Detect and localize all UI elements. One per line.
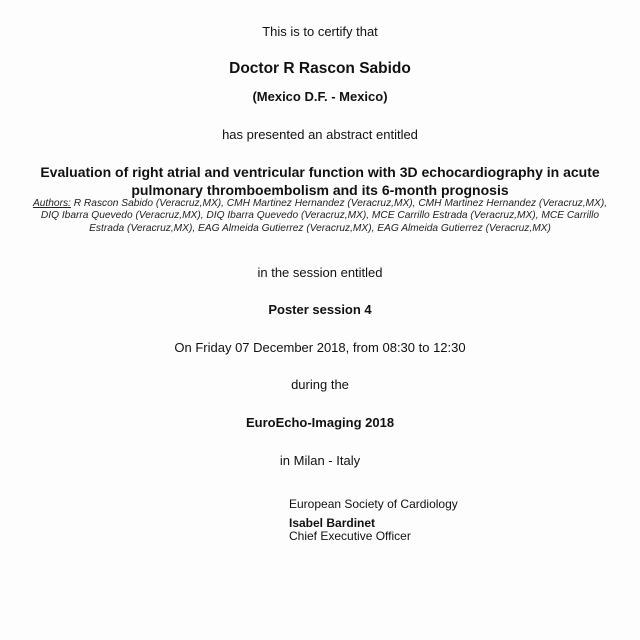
recipient-name: Doctor R Rascon Sabido xyxy=(229,60,411,77)
recipient-location: (Mexico D.F. - Mexico) xyxy=(252,89,388,104)
event-intro: during the xyxy=(291,377,349,392)
signature-name: Isabel Bardinet xyxy=(289,516,376,530)
abstract-title xyxy=(40,163,600,199)
authors-list xyxy=(30,198,610,235)
certify-intro: This is to certify that xyxy=(262,24,378,39)
abstract-title-line-1: Evaluation of right atrial and ventricular function with 3D echocardiography in acute xyxy=(40,164,600,180)
abstract-title-line-2: pulmonary thromboembolism and its 6-month prognosis xyxy=(131,182,509,198)
presented-text: has presented an abstract entitled xyxy=(222,127,418,142)
session-name: Poster session 4 xyxy=(268,302,372,317)
session-datetime: On Friday 07 December 2018, from 08:30 to 12:30 xyxy=(174,340,466,355)
authors-text: R Rascon Sabido (Veracruz,MX), CMH Martinez Hernandez (Veracruz,MX), CMH Martinez Hernandez (Veracruz,MX), DIQ Ibarra Quevedo (Veracruz,MX), DIQ Ibarra Quevedo (Veracruz,MX), MCE Carrillo Estrada (Veracruz,MX), MCE Carrillo Estrada (Veracruz,MX), EAG Almeida Gutierrez (Veracruz,MX), EAG Almeida Gutierrez (Veracruz,MX) xyxy=(40,198,608,234)
session-intro: in the session entitled xyxy=(257,265,383,280)
authors-label: Authors: xyxy=(32,198,71,209)
signature-organization: European Society of Cardiology xyxy=(289,497,458,511)
event-location: in Milan - Italy xyxy=(279,453,361,468)
signature-title: Chief Executive Officer xyxy=(289,529,411,543)
event-name: EuroEcho-Imaging 2018 xyxy=(245,415,395,430)
